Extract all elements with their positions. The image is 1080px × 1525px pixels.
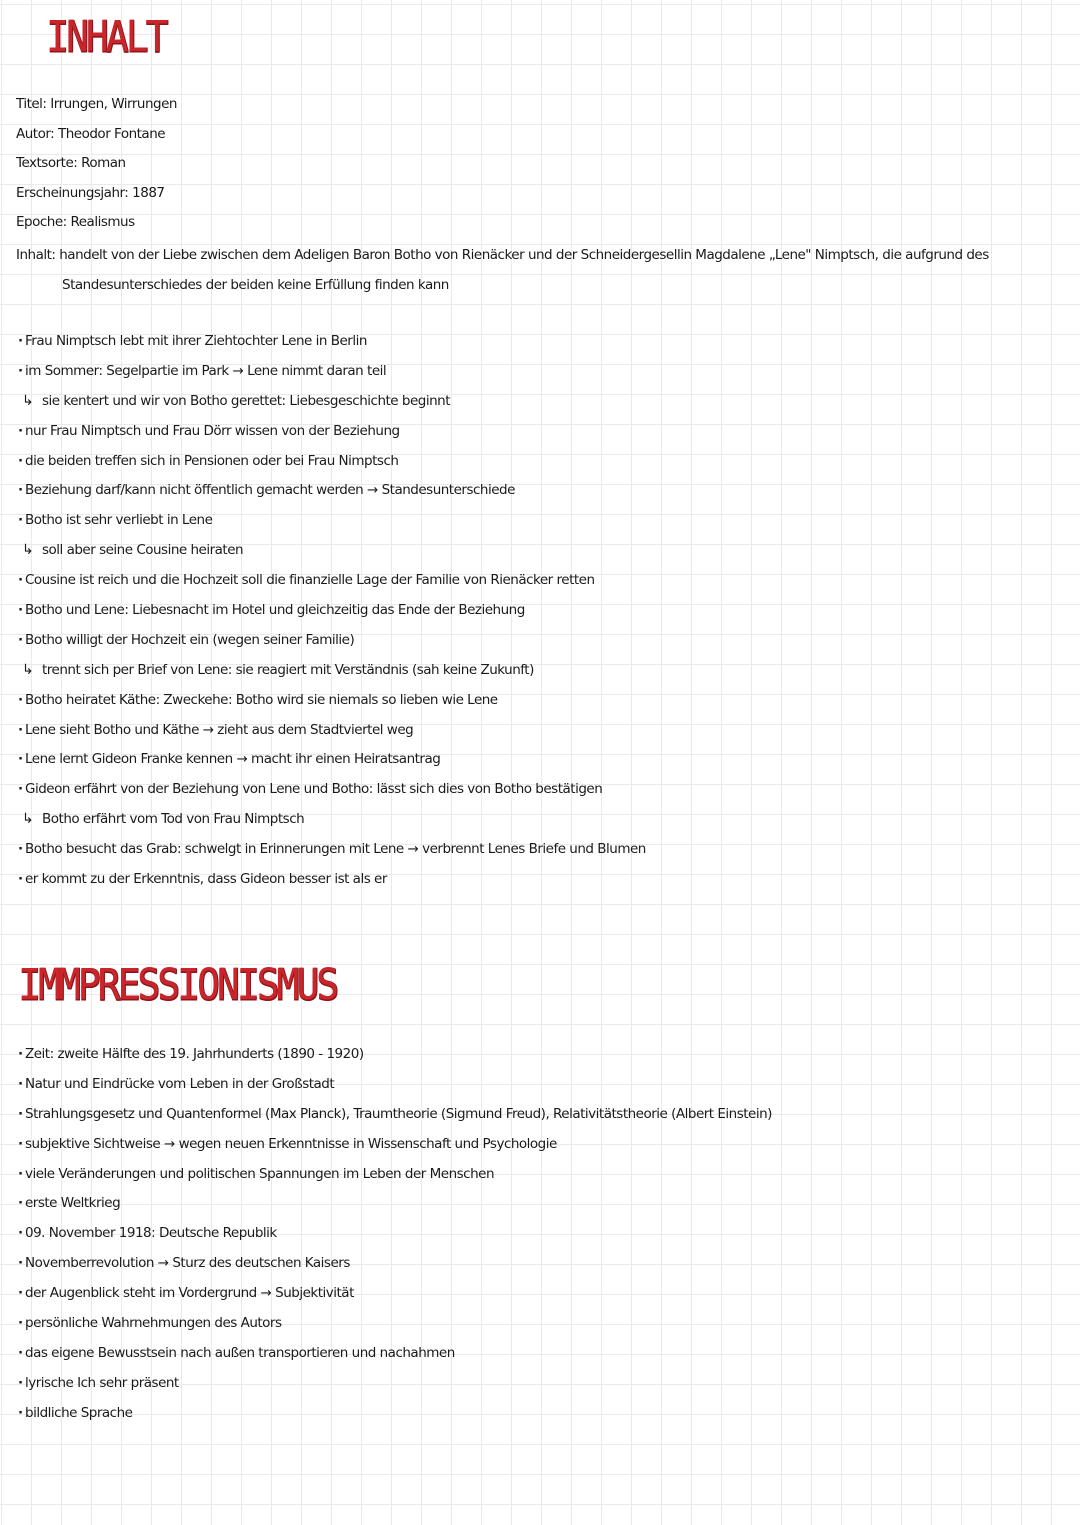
sub-arrow-icon: ↳ (22, 392, 34, 409)
meta-epoch: Epoche: Realismus (16, 214, 135, 231)
list-item: · Beziehung darf/kann nicht öffentlich gemacht werden → Standesunterschiede (18, 478, 1068, 508)
list-item: · Lene sieht Botho und Käthe → zieht aus dem Stadtviertel weg (18, 718, 1068, 748)
list-item: · viele Veränderungen und politischen Spannungen im Leben der Menschen (18, 1162, 1068, 1192)
list-item: ↳ trennt sich per Brief von Lene: sie reagiert mit Verständnis (sah keine Zukunft) (18, 658, 1068, 688)
list-item: ↳ Botho erfährt vom Tod von Frau Nimptsch (18, 807, 1068, 837)
meta-text-type: Textsorte: Roman (16, 155, 126, 172)
list-item: · Botho besucht das Grab: schwelgt in Erinnerungen mit Lene → verbrennt Lenes Briefe und Blumen (18, 837, 1068, 867)
sub-arrow-icon: ↳ (22, 661, 34, 678)
list-item: · Botho und Lene: Liebesnacht im Hotel und gleichzeitig das Ende der Beziehung (18, 598, 1068, 628)
list-item: ↳ soll aber seine Cousine heiraten (18, 538, 1068, 568)
list-item: · Botho willigt der Hochzeit ein (wegen seiner Familie) (18, 628, 1068, 658)
impressionismus-heading: IMMPRESSIONISMUS (18, 960, 337, 1010)
list-item: · er kommt zu der Erkenntnis, dass Gideon besser ist als er (18, 867, 1068, 897)
list-item: · Gideon erfährt von der Beziehung von Lene und Botho: lässt sich dies von Botho bestätigen (18, 777, 1068, 807)
list-item: · lyrische Ich sehr präsent (18, 1371, 1068, 1401)
list-item: · Botho ist sehr verliebt in Lene (18, 508, 1068, 538)
summary-line-1: Inhalt: handelt von der Liebe zwischen dem Adeligen Baron Botho von Rienäcker und der Schneidergesellin Magdalene „Lene" Nimptsch, die aufgrund des (16, 246, 989, 263)
list-item: · Novemberrevolution → Sturz des deutschen Kaisers (18, 1251, 1068, 1281)
meta-year: Erscheinungsjahr: 1887 (16, 184, 165, 201)
meta-author: Autor: Theodor Fontane (16, 125, 166, 142)
list-item: · Natur und Eindrücke vom Leben in der Großstadt (18, 1072, 1068, 1102)
impressionismus-bullet-list (18, 1042, 1068, 1431)
meta-title: Titel: Irrungen, Wirrungen (16, 96, 177, 112)
inhalt-bullet-list (18, 329, 1068, 897)
sub-arrow-icon: ↳ (22, 542, 34, 559)
inhalt-meta (16, 92, 1066, 300)
meta-summary (16, 240, 1066, 300)
inhalt-heading: INHALT (46, 12, 166, 62)
list-item: · bildliche Sprache (18, 1401, 1068, 1431)
list-item: · persönliche Wahrnehmungen des Autors (18, 1311, 1068, 1341)
list-item: · Lene lernt Gideon Franke kennen → macht ihr einen Heiratsantrag (18, 747, 1068, 777)
list-item: · Botho heiratet Käthe: Zweckehe: Botho wird sie niemals so lieben wie Lene (18, 688, 1068, 718)
list-item: · die beiden treffen sich in Pensionen oder bei Frau Nimptsch (18, 449, 1068, 479)
list-item: · Zeit: zweite Hälfte des 19. Jahrhunderts (1890 - 1920) (18, 1042, 1068, 1072)
list-item: · Frau Nimptsch lebt mit ihrer Ziehtochter Lene in Berlin (18, 329, 1068, 359)
list-item: · nur Frau Nimptsch und Frau Dörr wissen von der Beziehung (18, 419, 1068, 449)
list-item: · im Sommer: Segelpartie im Park → Lene nimmt daran teil (18, 359, 1068, 389)
list-item: · Cousine ist reich und die Hochzeit soll die finanzielle Lage der Familie von Rienäcker retten (18, 568, 1068, 598)
list-item: · das eigene Bewusstsein nach außen transportieren und nachahmen (18, 1341, 1068, 1371)
summary-line-2: Standesunterschiedes der beiden keine Erfüllung finden kann (62, 276, 449, 293)
sub-arrow-icon: ↳ (22, 811, 34, 828)
list-item: · Strahlungsgesetz und Quantenformel (Max Planck), Traumtheorie (Sigmund Freud), Relativitätstheorie (Albert Einstein) (18, 1102, 1068, 1132)
list-item: · der Augenblick steht im Vordergrund → Subjektivität (18, 1281, 1068, 1311)
list-item: · 09. November 1918: Deutsche Republik (18, 1221, 1068, 1251)
list-item: · erste Weltkrieg (18, 1191, 1068, 1221)
list-item: ↳ sie kentert und wir von Botho gerettet: Liebesgeschichte beginnt (18, 389, 1068, 419)
list-item: · subjektive Sichtweise → wegen neuen Erkenntnisse in Wissenschaft und Psychologie (18, 1132, 1068, 1162)
